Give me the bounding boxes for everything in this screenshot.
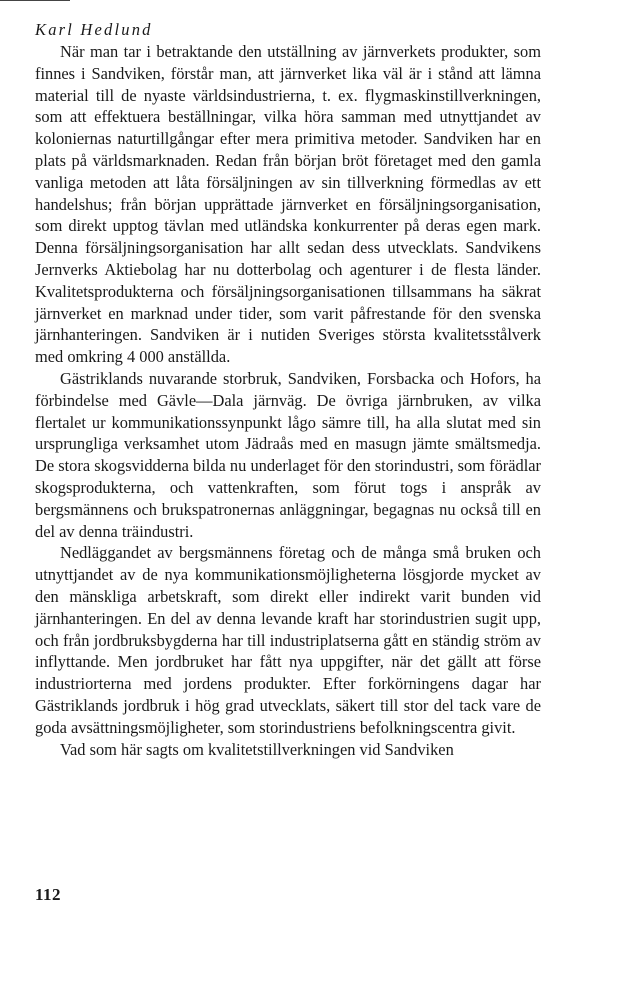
paragraph-2: Gästriklands nuvarande storbruk, Sandviken, Forsbacka och Hofors, ha förbindelse med Gävle—Dala järnväg. De övriga järnbruken, av vilka flertalet ur kommunikationssynpunkt lågo sämre till, ha alla slutat med sin ursprungliga verksamhet utom Jädraås med en masugn jämte smältsmedja. De stora skogsvidderna bilda nu underlaget för den storindustri, som förädlar skogsprodukterna, och vattenkraften, som förut togs i anspråk av bergsmännens och brukspatronernas anläggningar, begagnas nu också till en del av denna träindustri. xyxy=(35,368,541,541)
running-head-author: Karl Hedlund xyxy=(35,20,153,39)
paragraph-4: Vad som här sagts om kvalitetstillverkningen vid Sandviken xyxy=(60,739,454,759)
page-number: 112 xyxy=(35,885,62,904)
paragraph-3: Nedläggandet av bergsmännens företag och de många små bruken och utnyttjandet av de nya kommunikationsmöjligheterna lösgjorde mycket av den mänskliga arbetskraft, som direkt eller indirekt varit bunden vid järnhanteringen. En del av denna levande kraft har storindustrien sugit upp, och från jordbruksbygderna har till industriplatserna gått en ständig ström av inflyttande. Men jordbruket har fått nya uppgifter, när det gällt att förse industriorterna med jordens produkter. Efter forkörningens dagar har Gästriklands jordbruk i hög grad utvecklats, säkert till stor del tack vare de goda avsättningsmöjligheter, som storindustriens befolkningscentra givit. xyxy=(35,543,541,737)
top-rule xyxy=(0,0,70,1)
body-text xyxy=(35,41,541,760)
paragraph-1: När man tar i betraktande den utställning av järnverkets produkter, som finnes i Sandviken, förstår man, att järnverket lika väl är i stånd att lämna material till de nyaste världsindustrierna, t. ex. flygmaskinstillverkningen, som att effektuera beställningar, vilka höra samman med utnyttjandet av koloniernas naturtillgångar efter mera primitiva metoder. Sandviken har en plats på världsmarknaden. Redan från början bröt företaget med den gamla vanliga metoden att låta försäljningen av sin tillverkning förmedlas av ett handelshus; från början upprättade järnverket en försäljningsorganisation, som direkt upptog tävlan med utländska konkurrenter på deras egen mark. Denna försäljningsorganisation har allt sedan dess utvecklats. Sandvikens Jernverks Aktiebolag har nu dotterbolag och agenturer i de flesta länder. Kvalitetsprodukterna och försäljningsorganisationen tillsammans ha säkrat järnverket en marknad under tider, som varit påfrestande för den svenska järnhanteringen. Sandviken är i nutiden Sveriges största kvalitetsstålverk med omkring 4 000 anställda. xyxy=(35,42,541,367)
